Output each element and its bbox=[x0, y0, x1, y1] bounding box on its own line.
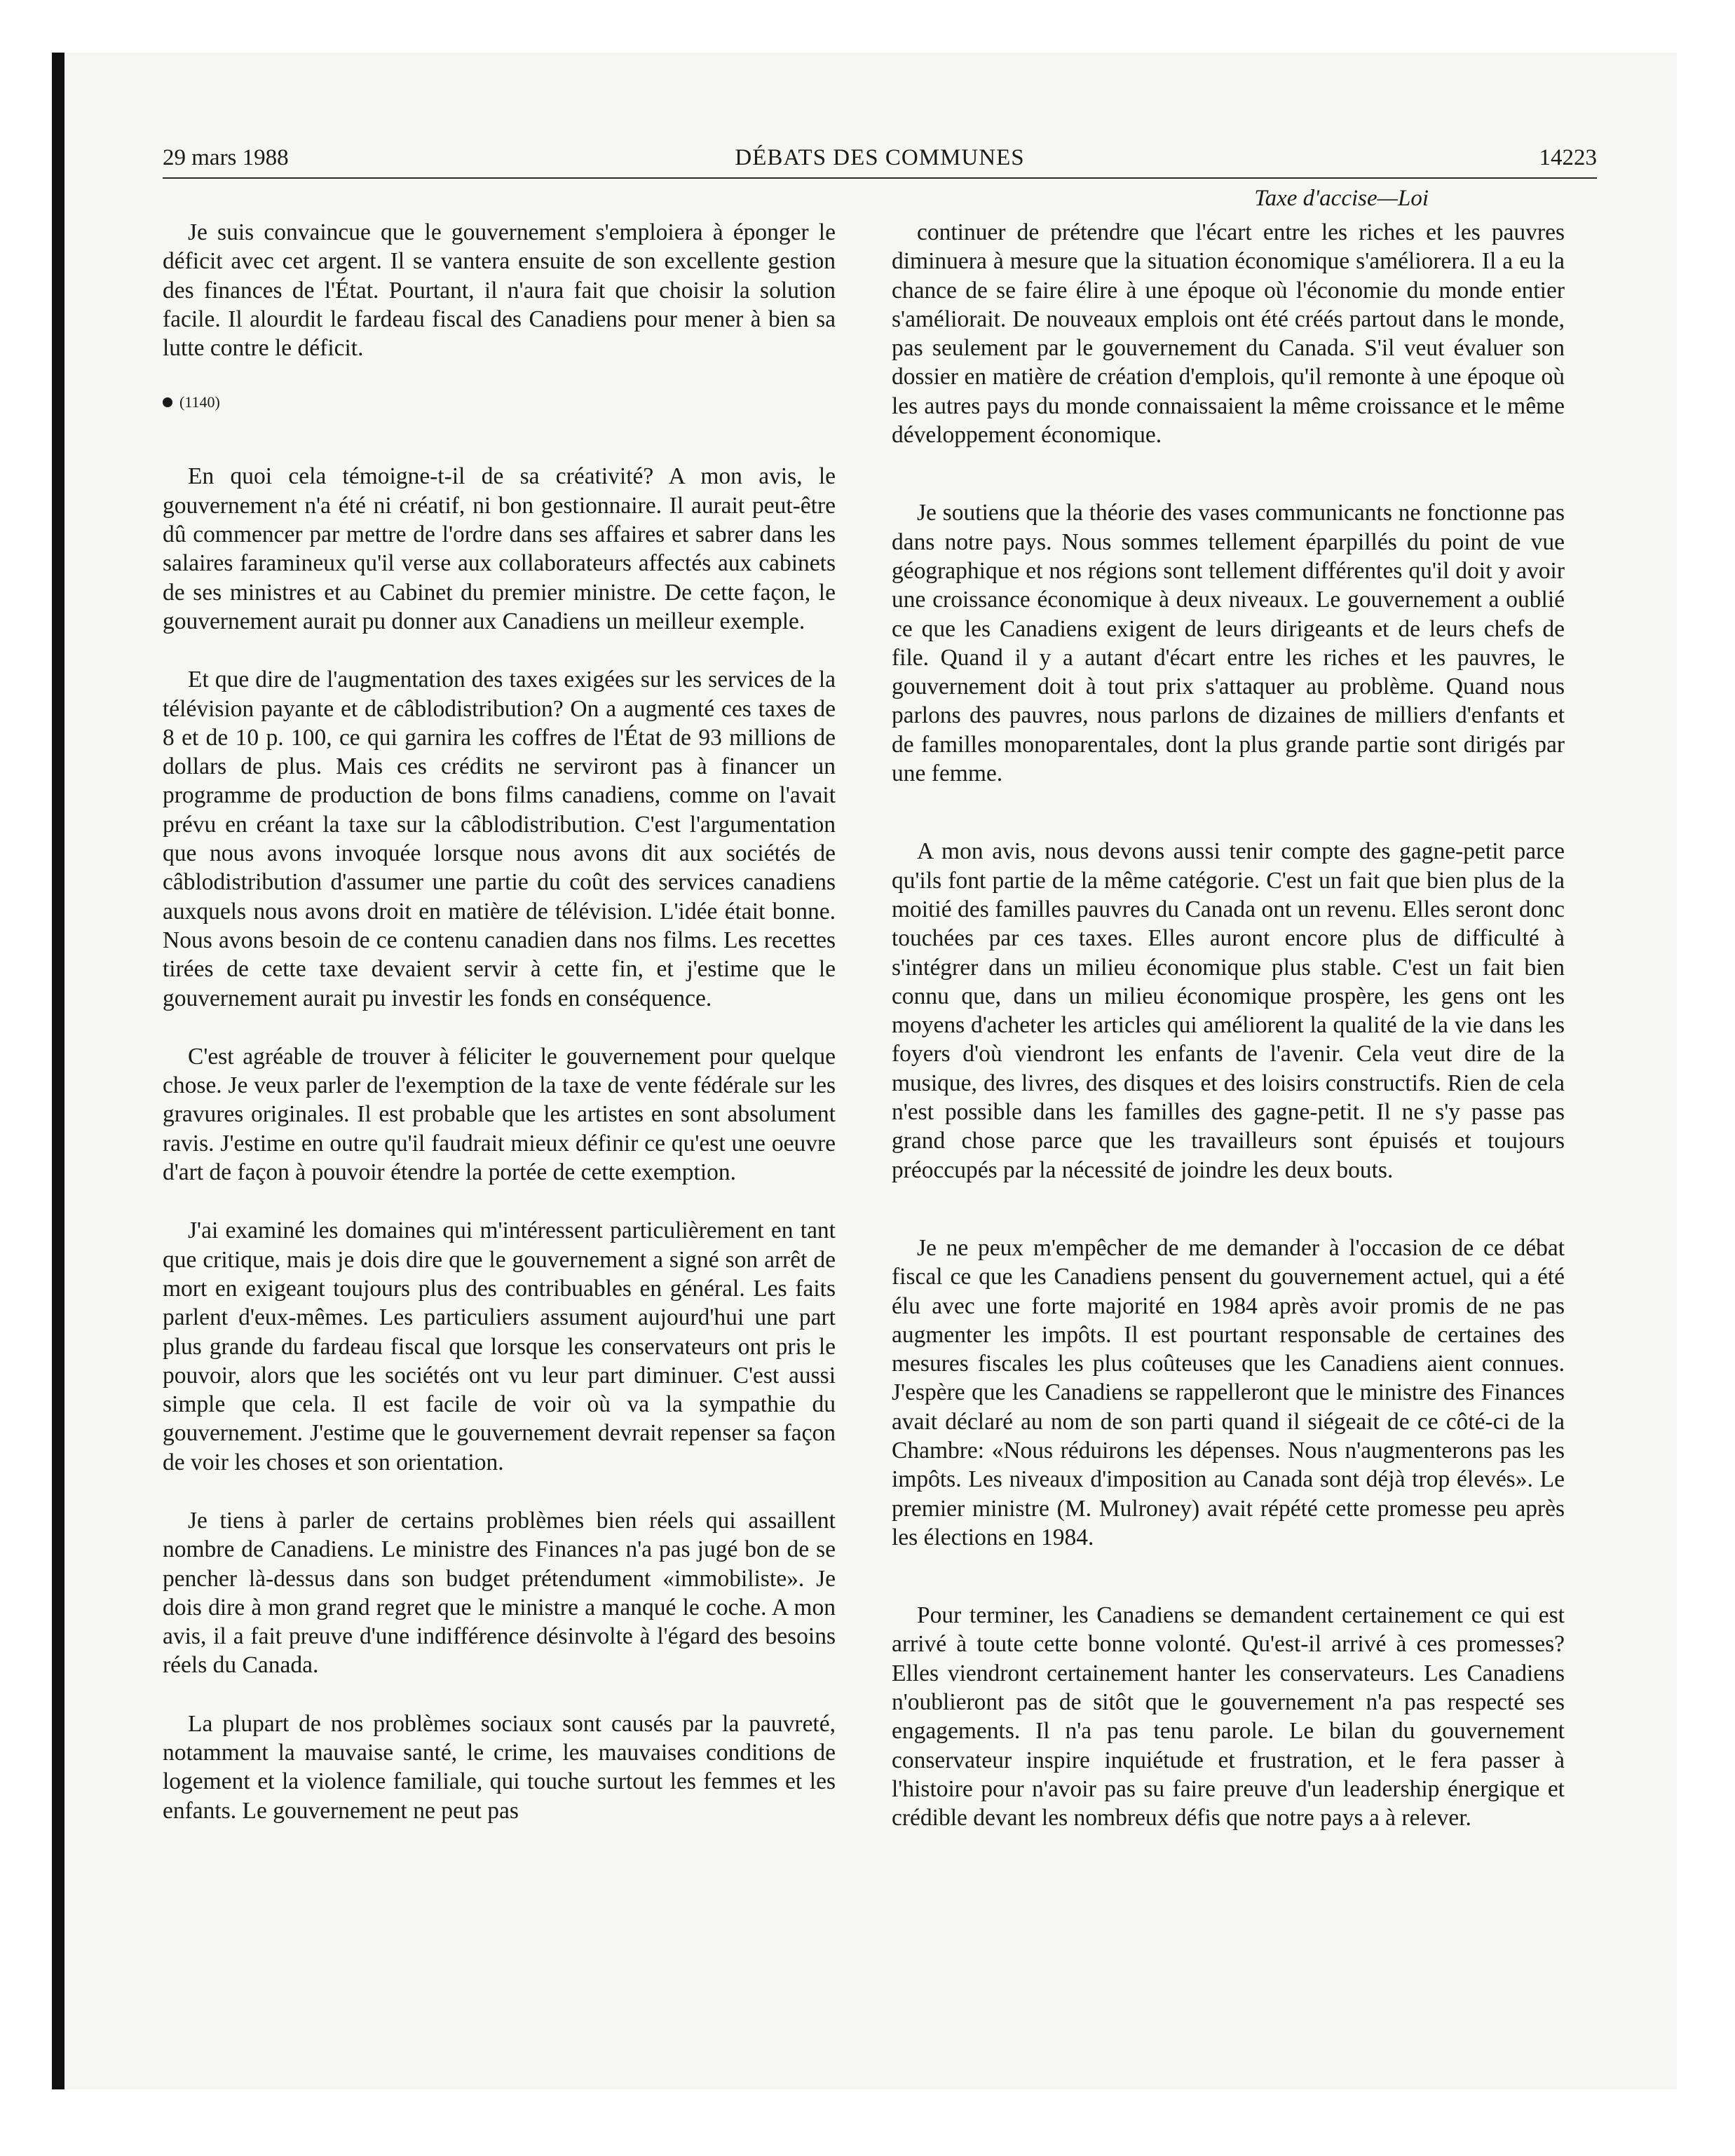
paragraph: En quoi cela témoigne-t-il de sa créativité? A mon avis, le gouvernement n'a été ni créatif, ni bon gestionnaire. Il aurait peut-être dû commencer par mettre de l'ordre dans ses affaires et sabrer dans les salaires faramineux qu'il verse aux collaborateurs affectés aux cabinets de ses ministres et au Cabinet du premier ministre. De cette façon, le gouvernement aurait pu donner aux Canadiens un meilleur exemple. bbox=[163, 463, 836, 634]
paragraph: Je soutiens que la théorie des vases communicants ne fonctionne pas dans notre pays. Nous sommes tellement éparpillés du point de vue géographique et nos régions sont tellement différentes qu'il doit y avoir une croissance économique à deux niveaux. Le gouvernement a oublié ce que les Canadiens exigent de leurs dirigeants et de leurs chefs de file. Quand il y a autant d'écart entre les riches et les pauvres, le gouvernement doit à tout prix s'attaquer au problème. Quand nous parlons des pauvres, nous parlons de dizaines de milliers d'enfants et de familles monoparentales, dont la plus grande partie sont dirigés par une femme. bbox=[892, 500, 1565, 787]
paragraph: La plupart de nos problèmes sociaux sont causés par la pauvreté, notamment la mauvaise santé, le crime, les mauvaises conditions de logement et la violence familiale, qui touche surtout les femmes et les enfants. Le gouvernement ne peut pas bbox=[163, 1710, 836, 1824]
time-marker-label: (1140) bbox=[179, 393, 220, 411]
paragraph: continuer de prétendre que l'écart entre les riches et les pauvres diminuera à mesure que la situation économique s'améliorera. Il a eu la chance de se faire élire à une époque où l'économie du monde entier s'améliorait. De nouveaux emplois ont été créés partout dans le monde, pas seulement par le gouvernement du Canada. S'il veut évaluer son dossier en matière de création d'emplois, qu'il remonte à une époque où les autres pays du monde connaissaient la même croissance et le même développement économique. bbox=[892, 219, 1565, 449]
paragraph: Et que dire de l'augmentation des taxes exigées sur les services de la télévision payante et de câblodistribution? On a augmenté ces taxes de 8 et de 10 p. 100, ce qui garnira les coffres de l'État de 93 millions de dollars de plus. Mais ces crédits ne serviront pas à financer un programme de production de bons films canadiens, comme on l'avait prévu en créant la taxe sur la câblodistribution. C'est l'argumentation que nous avons invoquée lorsque nous avons dit aux sociétés de câblodistribution d'assumer une partie du coût des services canadiens auxquels nous avons droit en matière de télévision. L'idée était bonne. Nous avons besoin de ce contenu canadien dans nos films. Les recettes tirées de cette taxe devaient servir à cette fin, et j'estime que le gouvernement aurait pu investir les fonds en conséquence. bbox=[163, 667, 836, 1011]
right-column bbox=[892, 218, 1565, 1862]
section-title: Taxe d'accise—Loi bbox=[1254, 186, 1429, 211]
header-page-number: 14223 bbox=[1539, 145, 1597, 170]
scan-border bbox=[52, 53, 64, 2089]
paragraph: Je suis convaincue que le gouvernement s'emploiera à éponger le déficit avec cet argent. Il se vantera ensuite de son excellente gestion des finances de l'État. Pourtant, il n'aura fait que choisir la solution facile. Il alourdit le fardeau fiscal des Canadiens pour mener à bien sa lutte contre le déficit. bbox=[163, 219, 836, 362]
header-date: 29 mars 1988 bbox=[163, 145, 289, 170]
document-page bbox=[163, 144, 1597, 1831]
paragraph: Pour terminer, les Canadiens se demandent certainement ce qui est arrivé à toute cette bonne volonté. Qu'est-il arrivé à ces promesses? Elles viendront certainement hanter les conservateurs. Les Canadiens n'oublieront pas de sitôt que le gouvernement n'a pas respecté ses engagements. Il n'a pas tenu parole. Le bilan du gouvernement conservateur inspire inquiétude et frustration, et le fera passer à l'histoire pour n'avoir pas su faire preuve d'un leadership énergique et crédible devant les nombreux défis que notre pays a à relever. bbox=[892, 1602, 1565, 1831]
paragraph: C'est agréable de trouver à féliciter le gouvernement pour quelque chose. Je veux parler de l'exemption de la taxe de vente fédérale sur les gravures originales. Il est probable que les artistes en sont absolument ravis. J'estime en outre qu'il faudrait mieux définir ce qu'est une oeuvre d'art de façon à pouvoir étendre la portée de cette exemption. bbox=[163, 1043, 836, 1186]
paragraph: A mon avis, nous devons aussi tenir compte des gagne-petit parce qu'ils font partie de la même catégorie. C'est un fait que bien plus de la moitié des familles pauvres du Canada ont un revenu. Elles seront donc touchées par ces taxes. Elles auront encore plus de difficulté à s'intégrer dans un milieu économique plus stable. C'est un fait bien connu que, dans un milieu économique prospère, les gens ont les moyens d'acheter les articles qui améliorent la qualité de la vie dans les foyers d'où viendront les enfants de l'avenir. Cela veut dire de la musique, des livres, des disques et des loisirs constructifs. Rien de cela n'est possible dans les familles des gagne-petit. Il ne s'y passe pas grand chose parce que les travailleurs sont épuisés et toujours préoccupés par la nécessité de joindre les deux bouts. bbox=[892, 838, 1565, 1183]
left-column bbox=[163, 218, 836, 1855]
running-header bbox=[163, 144, 1597, 179]
header-journal-title: DÉBATS DES COMMUNES bbox=[735, 145, 1025, 170]
paragraph: J'ai examiné les domaines qui m'intéressent particulièrement en tant que critique, mais je dois dire que le gouvernement a signé son arrêt de mort en exigeant toujours plus des contribuables en général. Les faits parlent d'eux-mêmes. Les particuliers assument aujourd'hui une part plus grande du fardeau fiscal que lorsque les conservateurs ont pris le pouvoir, alors que les sociétés ont vu leur part diminuer. C'est aussi simple que cela. Il est facile de voir où va la sympathie du gouvernement. J'estime que le gouvernement devrait repenser sa façon de voir les choses et son orientation. bbox=[163, 1217, 836, 1475]
paragraph: Je tiens à parler de certains problèmes bien réels qui assaillent nombre de Canadiens. Le ministre des Finances n'a pas jugé bon de se pencher là-dessus dans son budget prétendument «immobiliste». Je dois dire à mon grand regret que le ministre a manqué le coche. A mon avis, il a fait preuve d'une indifférence désinvolte à l'égard des besoins réels du Canada. bbox=[163, 1507, 836, 1679]
bullet-icon bbox=[163, 397, 172, 407]
paragraph: Je ne peux m'empêcher de me demander à l'occasion de ce débat fiscal ce que les Canadiens pensent du gouvernement actuel, qui a été élu avec une forte majorité en 1984 après avoir promis de ne pas augmenter les impôts. Il est pourtant responsable de certaines des mesures fiscales les plus coûteuses que les Canadiens aient connues. J'espère que les Canadiens se rappelleront que le ministre des Finances avait déclaré au nom de son parti quand il siégeait de ce côté-ci de la Chambre: «Nous réduirons les dépenses. Nous n'augmenterons pas les impôts. Les niveaux d'imposition au Canada sont déjà trop élevés». Le premier ministre (M. Mulroney) avait répété cette promesse peu après les élections en 1984. bbox=[892, 1234, 1565, 1550]
time-marker bbox=[163, 392, 836, 413]
